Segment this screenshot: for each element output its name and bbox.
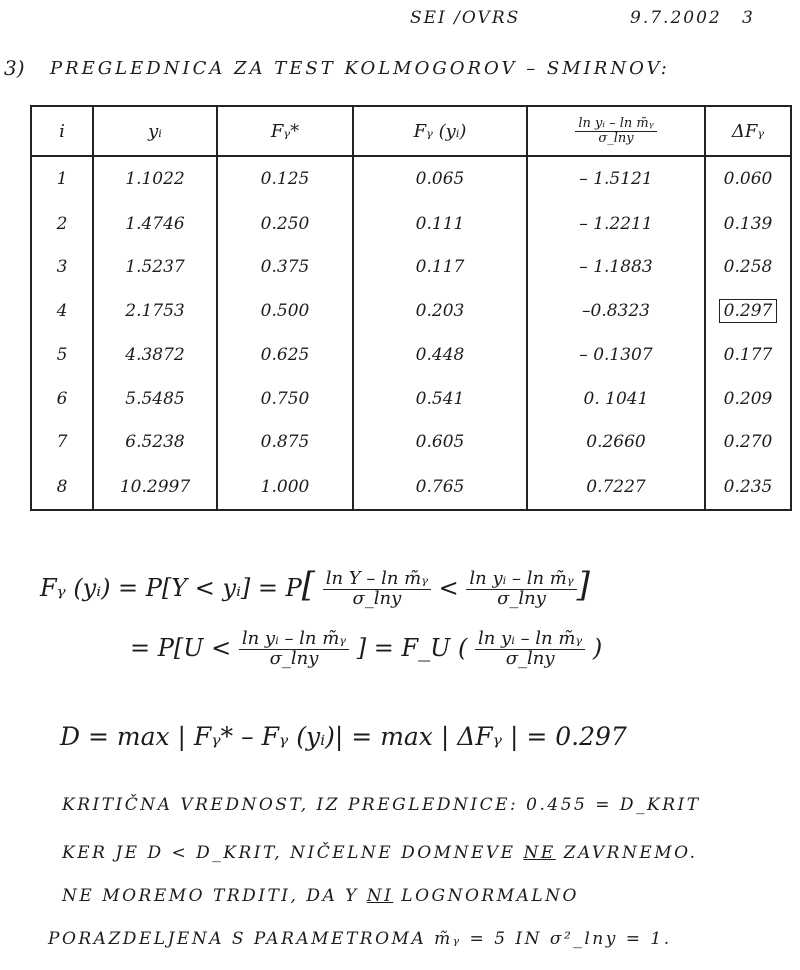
cell-y: 10.2997 (93, 464, 217, 510)
header-date: 9.7.2002 (630, 8, 722, 28)
cell-i: 1 (31, 156, 93, 202)
cell-y: 5.5485 (93, 377, 217, 421)
cell-delta: 0.177 (705, 333, 791, 377)
conclusion-ne: NE (523, 843, 556, 863)
cell-delta-max (705, 289, 791, 333)
cell-y: 1.5237 (93, 246, 217, 290)
max-delta-box: 0.297 (719, 299, 778, 323)
cell-delta: 0.235 (705, 464, 791, 510)
cell-f-star: 0.500 (217, 289, 353, 333)
cell-z: – 1.5121 (527, 156, 705, 202)
table-row (31, 464, 791, 510)
cell-i: 6 (31, 377, 93, 421)
eq1-less-than: < (438, 574, 459, 602)
cell-y: 1.1022 (93, 156, 217, 202)
eq2-frac2-num: ln yᵢ – ln m̃ᵧ (475, 630, 585, 650)
cell-delta: 0.270 (705, 420, 791, 464)
cell-f-star: 0.750 (217, 377, 353, 421)
cell-y: 1.4746 (93, 202, 217, 246)
cell-y: 4.3872 (93, 333, 217, 377)
eq1-frac1-num: ln Y – ln m̃ᵧ (323, 570, 431, 590)
cell-delta: 0.139 (705, 202, 791, 246)
cell-i: 5 (31, 333, 93, 377)
header-delta: ΔFᵧ (705, 106, 791, 156)
table-row (31, 333, 791, 377)
ks-table (30, 105, 792, 511)
cell-delta: 0.209 (705, 377, 791, 421)
cell-z: – 1.2211 (527, 202, 705, 246)
equation-ks-statistic: D = max | Fᵧ* – Fᵧ (yᵢ)| = max | ΔFᵧ | = 0.297 (60, 722, 627, 751)
cell-f-star: 0.125 (217, 156, 353, 202)
cell-f-y: 0.111 (353, 202, 527, 246)
eq2-frac-num: ln yᵢ – ln m̃ᵧ (239, 630, 349, 650)
cell-z: – 0.1307 (527, 333, 705, 377)
eq1-frac1-den: σ_lny (352, 588, 402, 609)
header-label: SEI /OVRS (410, 8, 521, 28)
eq2-fraction-2 (475, 630, 585, 669)
conclusion-line3-pre: NE MOREMO TRDITI, DA Y (62, 886, 359, 906)
eq1-lhs: Fᵧ (yᵢ) = P[Y < yᵢ] = P (40, 574, 302, 602)
conclusion-ni: NI (366, 886, 394, 906)
cell-f-star: 0.875 (217, 420, 353, 464)
cell-y: 6.5238 (93, 420, 217, 464)
eq2-lhs: = P[U < (130, 633, 232, 662)
header-f-y: Fᵧ (yᵢ) (353, 106, 527, 156)
eq2-close: ) (592, 633, 603, 662)
problem-number: 3) (4, 56, 25, 80)
cell-i: 8 (31, 464, 93, 510)
conclusion-parameters: PORAZDELJENA S PARAMETROMA m̃ᵧ = 5 IN σ²_lny = 1. (48, 929, 672, 949)
header-i: i (31, 106, 93, 156)
eq1-close-bracket: ] (576, 565, 590, 605)
cell-i: 4 (31, 289, 93, 333)
conclusion-hypothesis (62, 843, 698, 863)
cell-f-y: 0.605 (353, 420, 527, 464)
eq1-open-bracket: [ (301, 565, 316, 605)
eq2-fraction-1 (239, 630, 349, 669)
cell-i: 7 (31, 420, 93, 464)
eq1-frac2-num: ln yᵢ – ln m̃ᵧ (466, 570, 576, 590)
cell-f-y: 0.203 (353, 289, 527, 333)
equation-standard-normal (130, 630, 602, 669)
header-f-star: Fᵧ* (217, 106, 353, 156)
cell-delta: 0.060 (705, 156, 791, 202)
cell-f-star: 1.000 (217, 464, 353, 510)
conclusion-line2-post: ZAVRNEMO. (563, 843, 698, 863)
eq2-frac-den: σ_lny (269, 647, 319, 669)
eq2-frac2-den: σ_lny (505, 647, 555, 669)
header-z-numerator: ln yᵢ – ln m̃ᵧ (575, 117, 656, 132)
eq1-frac2-den: σ_lny (497, 588, 546, 609)
table-row (31, 420, 791, 464)
conclusion-line3-post: LOGNORMALNO (401, 886, 579, 906)
cell-z: 0.7227 (527, 464, 705, 510)
header-z-denominator: σ_lny (598, 130, 634, 146)
cell-f-star: 0.375 (217, 246, 353, 290)
eq2-mid: ] = F_U ( (356, 633, 468, 662)
header-z-fraction (575, 117, 656, 145)
header-y: yᵢ (93, 106, 217, 156)
cell-z: – 1.1883 (527, 246, 705, 290)
cell-delta: 0.258 (705, 246, 791, 290)
table-row (31, 246, 791, 290)
cell-z: 0.2660 (527, 420, 705, 464)
cell-f-star: 0.625 (217, 333, 353, 377)
table-row (31, 377, 791, 421)
conclusion-claim (62, 886, 579, 906)
table-row (31, 289, 791, 333)
eq1-fraction-2 (466, 570, 576, 609)
header-z (527, 106, 705, 156)
cell-f-y: 0.065 (353, 156, 527, 202)
page-number: 3 (742, 8, 755, 28)
cell-i: 2 (31, 202, 93, 246)
cell-f-y: 0.117 (353, 246, 527, 290)
eq1-fraction-1 (323, 570, 431, 609)
table-row (31, 202, 791, 246)
equation-cdf-definition (40, 565, 590, 609)
cell-z: –0.8323 (527, 289, 705, 333)
cell-f-y: 0.541 (353, 377, 527, 421)
cell-f-y: 0.765 (353, 464, 527, 510)
cell-f-y: 0.448 (353, 333, 527, 377)
cell-z: 0. 1041 (527, 377, 705, 421)
conclusion-line2-pre: KER JE D < D_KRIT, NIČELNE DOMNEVE (62, 843, 516, 863)
problem-title: PREGLEDNICA ZA TEST KOLMOGOROV – SMIRNOV: (50, 58, 670, 79)
cell-y: 2.1753 (93, 289, 217, 333)
table-row (31, 156, 791, 202)
cell-i: 3 (31, 246, 93, 290)
table-header-row (31, 106, 791, 156)
conclusion-critical-value: KRITIČNA VREDNOST, IZ PREGLEDNICE: 0.455 = D_KRIT (62, 795, 701, 815)
cell-f-star: 0.250 (217, 202, 353, 246)
